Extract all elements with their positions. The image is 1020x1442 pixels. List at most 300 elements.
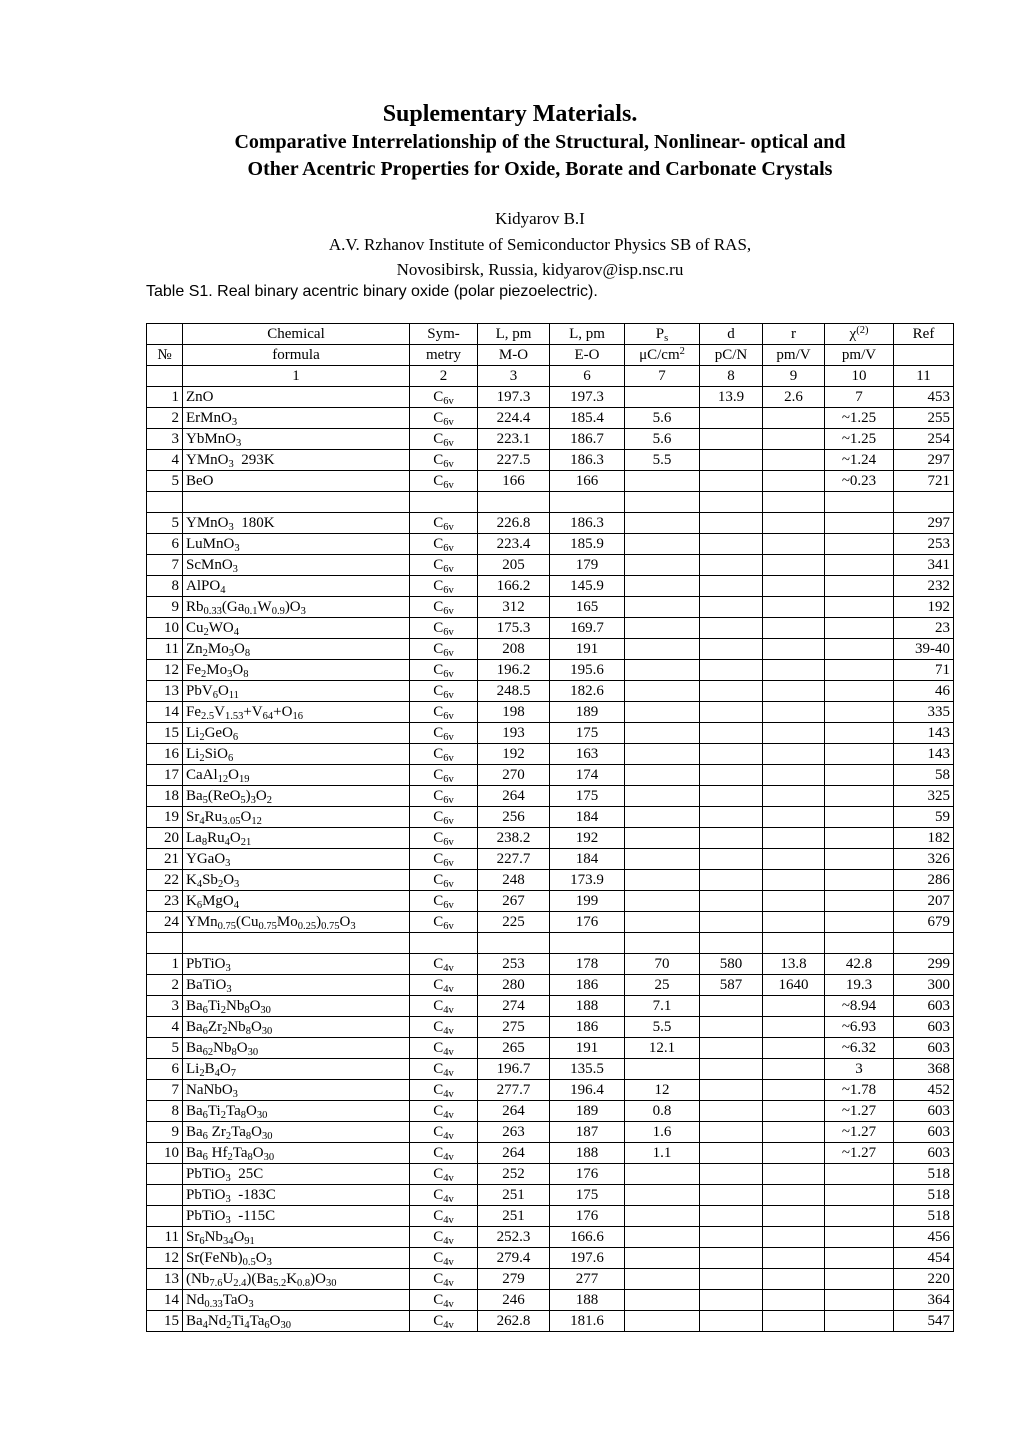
cell-chi2 bbox=[825, 492, 894, 513]
header-cell-d: 8 bbox=[700, 366, 763, 387]
cell-l-mo: 270 bbox=[478, 765, 550, 786]
cell-formula: $Sr_6Nb_{34}O_{91}$ bbox=[183, 1227, 410, 1248]
cell-symmetry: $C_{6v}$ bbox=[410, 828, 478, 849]
cell-l-mo: 279 bbox=[478, 1269, 550, 1290]
cell-ps: 5.5 bbox=[625, 450, 700, 471]
cell-chi2 bbox=[825, 555, 894, 576]
cell-formula: $Li_2B_4O_7$ bbox=[183, 1059, 410, 1080]
cell-formula: $Ba_6Zr_2Nb_8O_{30}$ bbox=[183, 1017, 410, 1038]
cell-formula: $Ba_4Nd_2Ti_4Ta_6O_{30}$ bbox=[183, 1311, 410, 1332]
table-row bbox=[147, 660, 954, 681]
cell-ref: 518 bbox=[894, 1164, 954, 1185]
affiliation bbox=[0, 232, 1020, 282]
cell-chi2 bbox=[825, 870, 894, 891]
cell-ps bbox=[625, 765, 700, 786]
cell-symmetry: $C_{4v}$ bbox=[410, 975, 478, 996]
cell-r bbox=[763, 891, 825, 912]
cell-l-mo: 275 bbox=[478, 1017, 550, 1038]
cell-chi2 bbox=[825, 618, 894, 639]
cell-symmetry: $C_{4v}$ bbox=[410, 1227, 478, 1248]
cell-index: 23 bbox=[147, 891, 183, 912]
cell-symmetry: $C_{4v}$ bbox=[410, 1311, 478, 1332]
cell-d bbox=[700, 1038, 763, 1059]
cell-index bbox=[147, 1164, 183, 1185]
cell-ref: 518 bbox=[894, 1185, 954, 1206]
table-row bbox=[147, 387, 954, 408]
cell-l-eo: 184 bbox=[550, 807, 625, 828]
table-row bbox=[147, 408, 954, 429]
cell-ref: 39-40 bbox=[894, 639, 954, 660]
table-header-row bbox=[147, 345, 954, 366]
cell-ps bbox=[625, 1185, 700, 1206]
cell-chi2 bbox=[825, 1248, 894, 1269]
cell-l-eo: 192 bbox=[550, 828, 625, 849]
cell-l-eo: 186.3 bbox=[550, 450, 625, 471]
cell-ps bbox=[625, 534, 700, 555]
cell-symmetry bbox=[410, 492, 478, 513]
cell-ps bbox=[625, 576, 700, 597]
cell-symmetry: $C_{4v}$ bbox=[410, 1059, 478, 1080]
table-row bbox=[147, 534, 954, 555]
cell-ref: 300 bbox=[894, 975, 954, 996]
table-row bbox=[147, 1017, 954, 1038]
cell-formula: $K_6MgO_4$ bbox=[183, 891, 410, 912]
cell-d bbox=[700, 1143, 763, 1164]
cell-r bbox=[763, 597, 825, 618]
table-row bbox=[147, 1290, 954, 1311]
cell-r bbox=[763, 681, 825, 702]
cell-formula: $Fe_2Mo_3O_8$ bbox=[183, 660, 410, 681]
cell-d bbox=[700, 912, 763, 933]
cell-chi2 bbox=[825, 891, 894, 912]
cell-formula: $Ba_6$ $Hf_2Ta_8O_{30}$ bbox=[183, 1143, 410, 1164]
cell-l-eo: 145.9 bbox=[550, 576, 625, 597]
cell-l-eo: 176 bbox=[550, 1164, 625, 1185]
table-row bbox=[147, 597, 954, 618]
header-cell-formula: formula bbox=[183, 345, 410, 366]
cell-l-mo: 208 bbox=[478, 639, 550, 660]
cell-formula: PbTiO$_3$ -183C bbox=[183, 1185, 410, 1206]
header-cell-formula: Chemical bbox=[183, 324, 410, 345]
cell-ps bbox=[625, 933, 700, 954]
cell-l-mo: 196.2 bbox=[478, 660, 550, 681]
cell-ps: 5.5 bbox=[625, 1017, 700, 1038]
table-row bbox=[147, 744, 954, 765]
cell-d bbox=[700, 996, 763, 1017]
table-row bbox=[147, 1269, 954, 1290]
table-header-row bbox=[147, 324, 954, 345]
cell-l-eo: 186 bbox=[550, 1017, 625, 1038]
cell-ref: 255 bbox=[894, 408, 954, 429]
cell-ref: 341 bbox=[894, 555, 954, 576]
cell-chi2 bbox=[825, 639, 894, 660]
cell-l-mo: 223.1 bbox=[478, 429, 550, 450]
cell-l-mo: 248.5 bbox=[478, 681, 550, 702]
table-row bbox=[147, 933, 954, 954]
cell-l-mo: 280 bbox=[478, 975, 550, 996]
header-cell-d: d bbox=[700, 324, 763, 345]
cell-d bbox=[700, 471, 763, 492]
cell-d bbox=[700, 555, 763, 576]
cell-ps: 5.6 bbox=[625, 408, 700, 429]
cell-formula: $Li_2GeO_6$ bbox=[183, 723, 410, 744]
cell-ps bbox=[625, 618, 700, 639]
cell-index: 19 bbox=[147, 807, 183, 828]
table-row bbox=[147, 1080, 954, 1101]
cell-symmetry: $C_{6v}$ bbox=[410, 849, 478, 870]
cell-formula: $K_4Sb_2O_3$ bbox=[183, 870, 410, 891]
cell-symmetry: $C_{4v}$ bbox=[410, 1017, 478, 1038]
cell-l-mo bbox=[478, 933, 550, 954]
cell-index: 1 bbox=[147, 954, 183, 975]
cell-chi2 bbox=[825, 1164, 894, 1185]
table-row bbox=[147, 576, 954, 597]
header-cell-l-mo: 3 bbox=[478, 366, 550, 387]
cell-l-eo: 186.7 bbox=[550, 429, 625, 450]
cell-ref: 603 bbox=[894, 996, 954, 1017]
data-table bbox=[146, 323, 954, 1332]
cell-l-eo: 135.5 bbox=[550, 1059, 625, 1080]
cell-index: 24 bbox=[147, 912, 183, 933]
header-cell-ref: Ref bbox=[894, 324, 954, 345]
cell-ps bbox=[625, 849, 700, 870]
cell-d bbox=[700, 1164, 763, 1185]
cell-chi2: ~0.23 bbox=[825, 471, 894, 492]
cell-chi2 bbox=[825, 1227, 894, 1248]
cell-r bbox=[763, 576, 825, 597]
cell-r bbox=[763, 1017, 825, 1038]
cell-ref: 364 bbox=[894, 1290, 954, 1311]
cell-ref: 456 bbox=[894, 1227, 954, 1248]
cell-l-mo: 198 bbox=[478, 702, 550, 723]
cell-formula: $Sr_4Ru_{3.05}O_{12}$ bbox=[183, 807, 410, 828]
cell-ps bbox=[625, 1227, 700, 1248]
cell-symmetry: $C_{6v}$ bbox=[410, 576, 478, 597]
cell-d bbox=[700, 513, 763, 534]
cell-r bbox=[763, 765, 825, 786]
cell-chi2: ~6.32 bbox=[825, 1038, 894, 1059]
cell-r bbox=[763, 1311, 825, 1332]
cell-l-eo: 189 bbox=[550, 1101, 625, 1122]
cell-ps bbox=[625, 1164, 700, 1185]
cell-ref: 299 bbox=[894, 954, 954, 975]
cell-symmetry: $C_{6v}$ bbox=[410, 870, 478, 891]
cell-r: 1640 bbox=[763, 975, 825, 996]
table-row bbox=[147, 954, 954, 975]
cell-ps bbox=[625, 387, 700, 408]
table-caption: Table S1. Real binary acentric binary oxide (polar piezoelectric). bbox=[146, 283, 598, 300]
cell-ref: 58 bbox=[894, 765, 954, 786]
cell-r bbox=[763, 555, 825, 576]
cell-ref: 325 bbox=[894, 786, 954, 807]
cell-formula: PbTiO$_3$ 25C bbox=[183, 1164, 410, 1185]
cell-symmetry: $C_{6v}$ bbox=[410, 450, 478, 471]
cell-r bbox=[763, 1122, 825, 1143]
cell-formula: YbMnO$_3$ bbox=[183, 429, 410, 450]
cell-r bbox=[763, 429, 825, 450]
cell-ps bbox=[625, 828, 700, 849]
cell-r bbox=[763, 849, 825, 870]
cell-l-eo: 186.3 bbox=[550, 513, 625, 534]
cell-ps: 0.8 bbox=[625, 1101, 700, 1122]
cell-d bbox=[700, 891, 763, 912]
cell-r bbox=[763, 1185, 825, 1206]
header-cell-chi2: 10 bbox=[825, 366, 894, 387]
cell-formula: $Cu_2WO_4$ bbox=[183, 618, 410, 639]
header-cell-chi2: pm/V bbox=[825, 345, 894, 366]
cell-ps bbox=[625, 702, 700, 723]
cell-ps bbox=[625, 870, 700, 891]
cell-d bbox=[700, 1248, 763, 1269]
cell-l-eo: 184 bbox=[550, 849, 625, 870]
cell-index: 2 bbox=[147, 408, 183, 429]
cell-formula: ScMnO$_3$ bbox=[183, 555, 410, 576]
cell-l-mo: 264 bbox=[478, 786, 550, 807]
table-row bbox=[147, 1185, 954, 1206]
table-row bbox=[147, 891, 954, 912]
author-name: Kidyarov B.I bbox=[495, 209, 585, 228]
cell-ps bbox=[625, 786, 700, 807]
cell-index bbox=[147, 1185, 183, 1206]
cell-l-mo: 279.4 bbox=[478, 1248, 550, 1269]
cell-r bbox=[763, 660, 825, 681]
cell-l-mo: 224.4 bbox=[478, 408, 550, 429]
cell-l-mo: 256 bbox=[478, 807, 550, 828]
cell-formula: $PbV_6O_{11}$ bbox=[183, 681, 410, 702]
cell-ps bbox=[625, 744, 700, 765]
cell-d bbox=[700, 933, 763, 954]
cell-d bbox=[700, 1290, 763, 1311]
cell-index: 9 bbox=[147, 1122, 183, 1143]
cell-d bbox=[700, 534, 763, 555]
cell-d bbox=[700, 765, 763, 786]
cell-l-mo: 193 bbox=[478, 723, 550, 744]
cell-ref bbox=[894, 933, 954, 954]
cell-formula: $Ba_6$ $Zr_2Ta_8O_{30}$ bbox=[183, 1122, 410, 1143]
cell-l-eo: 185.4 bbox=[550, 408, 625, 429]
cell-l-mo: 225 bbox=[478, 912, 550, 933]
cell-index: 18 bbox=[147, 786, 183, 807]
cell-ref: 453 bbox=[894, 387, 954, 408]
cell-index: 15 bbox=[147, 723, 183, 744]
cell-symmetry: $C_{6v}$ bbox=[410, 681, 478, 702]
header-cell-symmetry: metry bbox=[410, 345, 478, 366]
header-cell-ref: 11 bbox=[894, 366, 954, 387]
cell-l-eo: 174 bbox=[550, 765, 625, 786]
cell-l-eo: 165 bbox=[550, 597, 625, 618]
table-row bbox=[147, 723, 954, 744]
cell-d bbox=[700, 723, 763, 744]
cell-symmetry: $C_{4v}$ bbox=[410, 1269, 478, 1290]
cell-ps bbox=[625, 1269, 700, 1290]
cell-formula bbox=[183, 933, 410, 954]
cell-index: 15 bbox=[147, 1311, 183, 1332]
cell-index: 8 bbox=[147, 576, 183, 597]
header-cell-r: r bbox=[763, 324, 825, 345]
header-cell-r: pm/V bbox=[763, 345, 825, 366]
cell-symmetry: $C_{6v}$ bbox=[410, 534, 478, 555]
cell-formula: $Fe_{2.5}V_{1.53}+V_{64}+O_{16}$ bbox=[183, 702, 410, 723]
cell-chi2: ~1.27 bbox=[825, 1143, 894, 1164]
cell-index: 14 bbox=[147, 702, 183, 723]
cell-l-eo: 199 bbox=[550, 891, 625, 912]
cell-symmetry: $C_{4v}$ bbox=[410, 1101, 478, 1122]
cell-symmetry: $C_{4v}$ bbox=[410, 954, 478, 975]
cell-symmetry: $C_{4v}$ bbox=[410, 1122, 478, 1143]
cell-r bbox=[763, 492, 825, 513]
cell-symmetry: $C_{4v}$ bbox=[410, 1185, 478, 1206]
cell-d: 13.9 bbox=[700, 387, 763, 408]
table-row bbox=[147, 975, 954, 996]
header-cell-symmetry: 2 bbox=[410, 366, 478, 387]
table-row bbox=[147, 849, 954, 870]
cell-d bbox=[700, 1080, 763, 1101]
cell-index bbox=[147, 1206, 183, 1227]
cell-symmetry: $C_{4v}$ bbox=[410, 1143, 478, 1164]
cell-ps: 12 bbox=[625, 1080, 700, 1101]
cell-ps bbox=[625, 597, 700, 618]
table-row bbox=[147, 1038, 954, 1059]
cell-symmetry: $C_{6v}$ bbox=[410, 891, 478, 912]
cell-chi2 bbox=[825, 1269, 894, 1290]
cell-r bbox=[763, 807, 825, 828]
cell-d bbox=[700, 1017, 763, 1038]
cell-d bbox=[700, 492, 763, 513]
cell-symmetry: $C_{4v}$ bbox=[410, 1038, 478, 1059]
cell-l-eo: 188 bbox=[550, 996, 625, 1017]
cell-r bbox=[763, 471, 825, 492]
cell-l-eo: 195.6 bbox=[550, 660, 625, 681]
cell-index: 6 bbox=[147, 534, 183, 555]
table-row bbox=[147, 618, 954, 639]
cell-ps bbox=[625, 1206, 700, 1227]
header-cell-r: 9 bbox=[763, 366, 825, 387]
cell-ref: 297 bbox=[894, 450, 954, 471]
cell-chi2 bbox=[825, 681, 894, 702]
cell-symmetry: $C_{6v}$ bbox=[410, 912, 478, 933]
cell-l-eo: 188 bbox=[550, 1143, 625, 1164]
table-row bbox=[147, 807, 954, 828]
cell-symmetry: $C_{6v}$ bbox=[410, 555, 478, 576]
cell-l-mo bbox=[478, 492, 550, 513]
cell-formula: $Rb_{0.33}(Ga_{0.1}W_{0.9})O_3$ bbox=[183, 597, 410, 618]
cell-l-eo: 176 bbox=[550, 1206, 625, 1227]
cell-ref: 603 bbox=[894, 1038, 954, 1059]
cell-chi2: 42.8 bbox=[825, 954, 894, 975]
cell-l-mo: 192 bbox=[478, 744, 550, 765]
cell-ref: 143 bbox=[894, 744, 954, 765]
cell-d: 580 bbox=[700, 954, 763, 975]
table-row bbox=[147, 450, 954, 471]
cell-r bbox=[763, 450, 825, 471]
cell-index: 6 bbox=[147, 1059, 183, 1080]
cell-d bbox=[700, 639, 763, 660]
cell-l-mo: 248 bbox=[478, 870, 550, 891]
header-cell-symmetry: Sym- bbox=[410, 324, 478, 345]
cell-r bbox=[763, 1290, 825, 1311]
cell-formula: NaNbO$_3$ bbox=[183, 1080, 410, 1101]
cell-d bbox=[700, 450, 763, 471]
cell-index: 9 bbox=[147, 597, 183, 618]
cell-chi2: ~1.24 bbox=[825, 450, 894, 471]
cell-formula: $Ba_6Ti_2Ta_8O_{30}$ bbox=[183, 1101, 410, 1122]
cell-ref: 220 bbox=[894, 1269, 954, 1290]
cell-index: 7 bbox=[147, 555, 183, 576]
cell-r bbox=[763, 1269, 825, 1290]
cell-d bbox=[700, 870, 763, 891]
cell-formula: ZnO bbox=[183, 387, 410, 408]
cell-r bbox=[763, 639, 825, 660]
cell-l-eo bbox=[550, 933, 625, 954]
table-row bbox=[147, 513, 954, 534]
cell-ref: 253 bbox=[894, 534, 954, 555]
cell-symmetry: $C_{6v}$ bbox=[410, 786, 478, 807]
cell-l-eo: 169.7 bbox=[550, 618, 625, 639]
cell-r bbox=[763, 534, 825, 555]
cell-chi2 bbox=[825, 534, 894, 555]
cell-ref: 452 bbox=[894, 1080, 954, 1101]
subtitle-line-2: Other Acentric Properties for Oxide, Borate and Carbonate Crystals bbox=[247, 158, 833, 180]
cell-l-mo: 166 bbox=[478, 471, 550, 492]
cell-chi2 bbox=[825, 849, 894, 870]
cell-ps: 70 bbox=[625, 954, 700, 975]
page-title: Suplementary Materials. bbox=[382, 101, 638, 127]
cell-index: 13 bbox=[147, 681, 183, 702]
cell-l-eo: 191 bbox=[550, 639, 625, 660]
cell-d bbox=[700, 660, 763, 681]
table-row bbox=[147, 471, 954, 492]
cell-l-eo: 166 bbox=[550, 471, 625, 492]
cell-r bbox=[763, 744, 825, 765]
cell-formula: $Ba_6Ti_2Nb_8O_{30}$ bbox=[183, 996, 410, 1017]
cell-l-eo: 185.9 bbox=[550, 534, 625, 555]
cell-l-mo: 274 bbox=[478, 996, 550, 1017]
header-cell-index: № bbox=[147, 345, 183, 366]
cell-ref: 182 bbox=[894, 828, 954, 849]
cell-symmetry: $C_{6v}$ bbox=[410, 618, 478, 639]
cell-symmetry: $C_{6v}$ bbox=[410, 471, 478, 492]
header-cell-l-eo: 6 bbox=[550, 366, 625, 387]
cell-l-eo: 166.6 bbox=[550, 1227, 625, 1248]
cell-l-mo: 252.3 bbox=[478, 1227, 550, 1248]
table-row bbox=[147, 639, 954, 660]
cell-ref: 721 bbox=[894, 471, 954, 492]
table-row bbox=[147, 1164, 954, 1185]
cell-chi2: ~1.25 bbox=[825, 429, 894, 450]
cell-index: 11 bbox=[147, 1227, 183, 1248]
cell-r bbox=[763, 870, 825, 891]
cell-index: 3 bbox=[147, 996, 183, 1017]
cell-ps bbox=[625, 513, 700, 534]
cell-l-mo: 251 bbox=[478, 1185, 550, 1206]
cell-ref: 335 bbox=[894, 702, 954, 723]
cell-ref: 207 bbox=[894, 891, 954, 912]
cell-chi2 bbox=[825, 1206, 894, 1227]
cell-chi2 bbox=[825, 765, 894, 786]
cell-l-mo: 246 bbox=[478, 1290, 550, 1311]
cell-chi2 bbox=[825, 933, 894, 954]
cell-ps bbox=[625, 1248, 700, 1269]
cell-formula: $YMn_{0.75}(Cu_{0.75}Mo_{0.25})_{0.75}O_3$ bbox=[183, 912, 410, 933]
cell-d bbox=[700, 1227, 763, 1248]
table-row bbox=[147, 1122, 954, 1143]
cell-index: 11 bbox=[147, 639, 183, 660]
cell-r bbox=[763, 1206, 825, 1227]
cell-d bbox=[700, 1059, 763, 1080]
table-row bbox=[147, 1059, 954, 1080]
cell-l-eo: 179 bbox=[550, 555, 625, 576]
cell-r bbox=[763, 912, 825, 933]
